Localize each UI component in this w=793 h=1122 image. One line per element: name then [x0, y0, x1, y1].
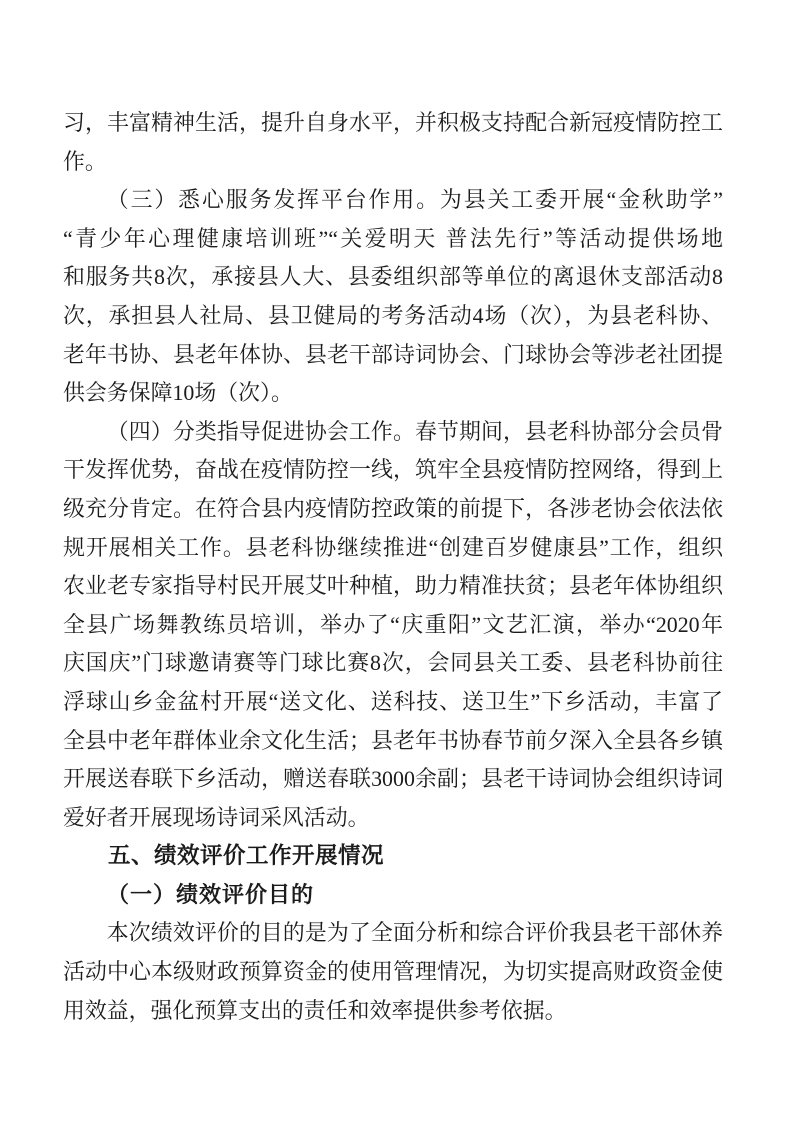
text-line: 作。: [63, 148, 107, 174]
text-line: 本次绩效评价的目的是为了全面分析和综合评价我县老干部休养: [106, 920, 723, 946]
document-content: [63, 104, 723, 1030]
text-line: （四）分类指导促进协会工作。春节期间，县老科协部分会员骨: [106, 418, 723, 444]
text-line: 用效益，强化预算支出的责任和效率提供参考依据。: [63, 997, 567, 1023]
text-line: 五、绩效评价工作开展情况: [108, 843, 385, 869]
heading-section-five: [63, 837, 723, 876]
text-line: 供会务保障10场（次）。: [63, 380, 293, 406]
text-line: 次，承担县人社局、县卫健局的考务活动4场（次），为县老科协、: [63, 302, 723, 328]
text-line: 农业老专家指导村民开展艾叶种植，助力精准扶贫；县老年体协组织: [63, 573, 723, 599]
text-line: 全县广场舞教练员培训，举办了“庆重阳”文艺汇演，举办“2020年: [63, 611, 723, 637]
text-line: 干发挥优势，奋战在疫情防控一线，筑牢全县疫情防控网络，得到上: [63, 457, 723, 483]
text-line: 习，丰富精神生活，提升自身水平，并积极支持配合新冠疫情防控工: [63, 110, 723, 135]
text-line: 和服务共8次，承接县人大、县委组织部等单位的离退休支部活动8: [63, 264, 723, 290]
text-line: 全县中老年群体业余文化生活；县老年书协春节前夕深入全县各乡镇: [63, 727, 723, 753]
text-line: 规开展相关工作。县老科协继续推进“创建百岁健康县”工作，组织: [63, 534, 723, 560]
heading-section-five-one: [63, 876, 723, 915]
text-line: 开展送春联下乡活动，赠送春联3000余副；县老干诗词协会组织诗词: [63, 766, 723, 792]
text-line: 级充分肯定。在符合县内疫情防控政策的前提下，各涉老协会依法依: [63, 495, 723, 521]
text-line: 爱好者开展现场诗词采风活动。: [63, 804, 370, 830]
text-line: 浮球山乡金盆村开展“送文化、送科技、送卫生”下乡活动，丰富了: [63, 688, 723, 714]
paragraph-evaluation-purpose: [63, 914, 723, 1030]
text-line: 庆国庆”门球邀请赛等门球比赛8次，会同县关工委、县老科协前往: [63, 650, 723, 676]
text-line: 老年书协、县老年体协、县老干部诗词协会、门球协会等涉老社团提: [63, 341, 723, 367]
text-line: 活动中心本级财政预算资金的使用管理情况，为切实提高财政资金使: [63, 959, 723, 985]
paragraph-section-three: [63, 181, 723, 413]
text-line: “青少年心理健康培训班”“关爱明天 普法先行”等活动提供场地: [63, 225, 723, 251]
text-line: （三）悉心服务发挥平台作用。为县关工委开展“金秋助学”: [106, 187, 723, 213]
text-line: （一）绩效评价目的: [107, 881, 315, 907]
paragraph-section-four: [63, 413, 723, 838]
paragraph-continuation: [63, 104, 723, 181]
